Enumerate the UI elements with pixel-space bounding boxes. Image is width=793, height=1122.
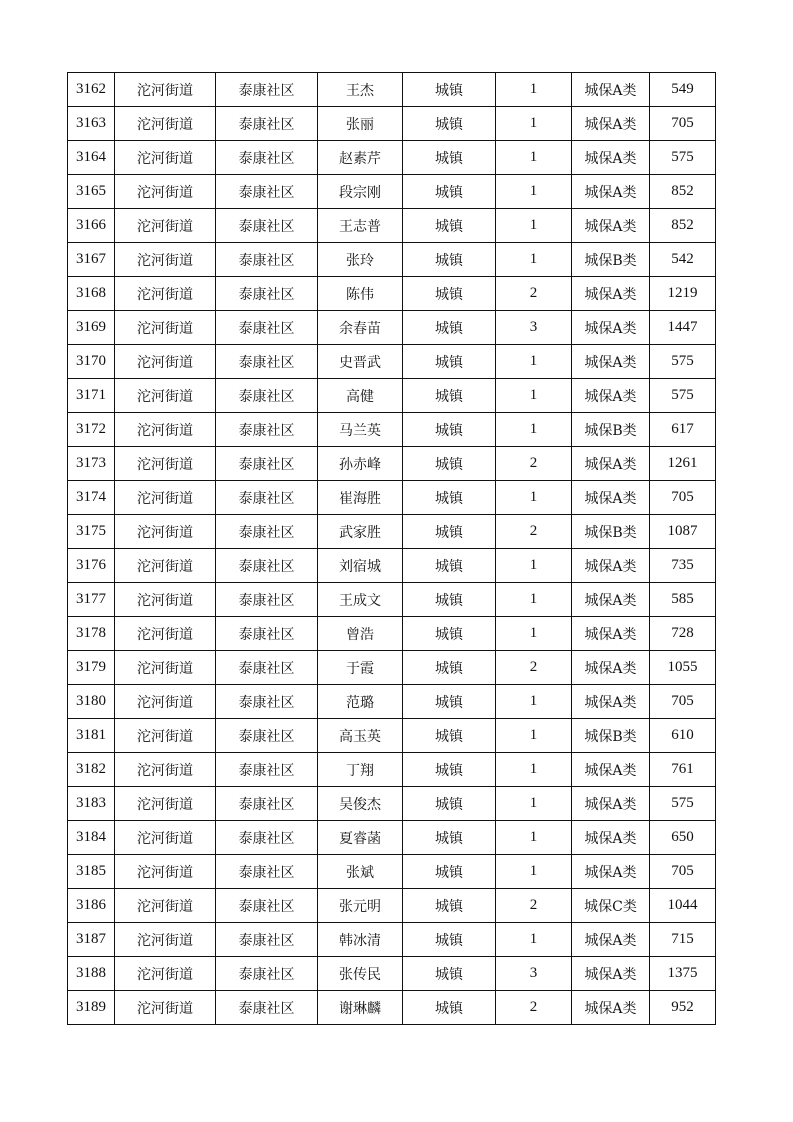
serial-cell: 3163 — [68, 107, 115, 141]
category-cell: 城保A类 — [572, 923, 650, 957]
area-type-cell: 城镇 — [403, 685, 496, 719]
household-size-cell: 2 — [496, 991, 572, 1025]
name-cell: 孙赤峰 — [318, 447, 403, 481]
table-row — [68, 107, 716, 141]
amount-cell: 705 — [650, 855, 716, 889]
community-cell: 泰康社区 — [216, 923, 318, 957]
serial-cell: 3173 — [68, 447, 115, 481]
street-cell: 沱河街道 — [115, 753, 216, 787]
street-cell: 沱河街道 — [115, 175, 216, 209]
name-cell: 韩冰清 — [318, 923, 403, 957]
name-cell: 于霞 — [318, 651, 403, 685]
table-row — [68, 345, 716, 379]
table-row — [68, 583, 716, 617]
serial-cell: 3185 — [68, 855, 115, 889]
amount-cell: 715 — [650, 923, 716, 957]
area-type-cell: 城镇 — [403, 889, 496, 923]
serial-cell: 3167 — [68, 243, 115, 277]
amount-cell: 1087 — [650, 515, 716, 549]
community-cell: 泰康社区 — [216, 957, 318, 991]
street-cell: 沱河街道 — [115, 651, 216, 685]
street-cell: 沱河街道 — [115, 447, 216, 481]
serial-cell: 3168 — [68, 277, 115, 311]
name-cell: 王杰 — [318, 73, 403, 107]
category-cell: 城保A类 — [572, 549, 650, 583]
area-type-cell: 城镇 — [403, 651, 496, 685]
category-cell: 城保A类 — [572, 957, 650, 991]
serial-cell: 3179 — [68, 651, 115, 685]
name-cell: 夏睿菡 — [318, 821, 403, 855]
serial-cell: 3165 — [68, 175, 115, 209]
street-cell: 沱河街道 — [115, 107, 216, 141]
category-cell: 城保A类 — [572, 175, 650, 209]
community-cell: 泰康社区 — [216, 107, 318, 141]
table-row — [68, 243, 716, 277]
area-type-cell: 城镇 — [403, 277, 496, 311]
name-cell: 高玉英 — [318, 719, 403, 753]
household-size-cell: 2 — [496, 277, 572, 311]
name-cell: 陈伟 — [318, 277, 403, 311]
street-cell: 沱河街道 — [115, 923, 216, 957]
name-cell: 张斌 — [318, 855, 403, 889]
amount-cell: 705 — [650, 481, 716, 515]
table-row — [68, 515, 716, 549]
amount-cell: 735 — [650, 549, 716, 583]
household-size-cell: 1 — [496, 379, 572, 413]
household-size-cell: 2 — [496, 447, 572, 481]
name-cell: 曾浩 — [318, 617, 403, 651]
household-size-cell: 1 — [496, 73, 572, 107]
community-cell: 泰康社区 — [216, 753, 318, 787]
street-cell: 沱河街道 — [115, 141, 216, 175]
serial-cell: 3182 — [68, 753, 115, 787]
area-type-cell: 城镇 — [403, 243, 496, 277]
category-cell: 城保A类 — [572, 209, 650, 243]
community-cell: 泰康社区 — [216, 549, 318, 583]
amount-cell: 575 — [650, 787, 716, 821]
serial-cell: 3184 — [68, 821, 115, 855]
table-row — [68, 923, 716, 957]
category-cell: 城保A类 — [572, 651, 650, 685]
street-cell: 沱河街道 — [115, 685, 216, 719]
category-cell: 城保A类 — [572, 73, 650, 107]
amount-cell: 1261 — [650, 447, 716, 481]
amount-cell: 575 — [650, 345, 716, 379]
street-cell: 沱河街道 — [115, 549, 216, 583]
amount-cell: 1055 — [650, 651, 716, 685]
serial-cell: 3170 — [68, 345, 115, 379]
amount-cell: 575 — [650, 379, 716, 413]
street-cell: 沱河街道 — [115, 821, 216, 855]
street-cell: 沱河街道 — [115, 617, 216, 651]
street-cell: 沱河街道 — [115, 889, 216, 923]
name-cell: 丁翔 — [318, 753, 403, 787]
serial-cell: 3174 — [68, 481, 115, 515]
street-cell: 沱河街道 — [115, 379, 216, 413]
area-type-cell: 城镇 — [403, 753, 496, 787]
serial-cell: 3171 — [68, 379, 115, 413]
household-size-cell: 1 — [496, 141, 572, 175]
household-size-cell: 2 — [496, 889, 572, 923]
community-cell: 泰康社区 — [216, 651, 318, 685]
category-cell: 城保B类 — [572, 413, 650, 447]
community-cell: 泰康社区 — [216, 685, 318, 719]
street-cell: 沱河街道 — [115, 515, 216, 549]
community-cell: 泰康社区 — [216, 209, 318, 243]
household-size-cell: 1 — [496, 855, 572, 889]
category-cell: 城保C类 — [572, 889, 650, 923]
serial-cell: 3176 — [68, 549, 115, 583]
table-row — [68, 889, 716, 923]
street-cell: 沱河街道 — [115, 277, 216, 311]
category-cell: 城保A类 — [572, 617, 650, 651]
area-type-cell: 城镇 — [403, 583, 496, 617]
area-type-cell: 城镇 — [403, 821, 496, 855]
household-size-cell: 1 — [496, 787, 572, 821]
household-size-cell: 1 — [496, 753, 572, 787]
category-cell: 城保A类 — [572, 787, 650, 821]
table-row — [68, 719, 716, 753]
household-size-cell: 1 — [496, 413, 572, 447]
area-type-cell: 城镇 — [403, 209, 496, 243]
area-type-cell: 城镇 — [403, 107, 496, 141]
household-size-cell: 1 — [496, 719, 572, 753]
category-cell: 城保A类 — [572, 583, 650, 617]
household-size-cell: 1 — [496, 685, 572, 719]
area-type-cell: 城镇 — [403, 413, 496, 447]
area-type-cell: 城镇 — [403, 787, 496, 821]
community-cell: 泰康社区 — [216, 447, 318, 481]
street-cell: 沱河街道 — [115, 209, 216, 243]
area-type-cell: 城镇 — [403, 175, 496, 209]
category-cell: 城保A类 — [572, 379, 650, 413]
household-size-cell: 1 — [496, 209, 572, 243]
serial-cell: 3181 — [68, 719, 115, 753]
amount-cell: 610 — [650, 719, 716, 753]
area-type-cell: 城镇 — [403, 481, 496, 515]
table-row — [68, 787, 716, 821]
street-cell: 沱河街道 — [115, 311, 216, 345]
area-type-cell: 城镇 — [403, 447, 496, 481]
table-row — [68, 821, 716, 855]
category-cell: 城保A类 — [572, 141, 650, 175]
category-cell: 城保A类 — [572, 753, 650, 787]
area-type-cell: 城镇 — [403, 855, 496, 889]
amount-cell: 705 — [650, 107, 716, 141]
community-cell: 泰康社区 — [216, 243, 318, 277]
name-cell: 范璐 — [318, 685, 403, 719]
area-type-cell: 城镇 — [403, 141, 496, 175]
amount-cell: 617 — [650, 413, 716, 447]
street-cell: 沱河街道 — [115, 583, 216, 617]
area-type-cell: 城镇 — [403, 379, 496, 413]
household-size-cell: 1 — [496, 107, 572, 141]
household-size-cell: 1 — [496, 617, 572, 651]
serial-cell: 3188 — [68, 957, 115, 991]
street-cell: 沱河街道 — [115, 957, 216, 991]
household-size-cell: 1 — [496, 821, 572, 855]
community-cell: 泰康社区 — [216, 481, 318, 515]
community-cell: 泰康社区 — [216, 515, 318, 549]
community-cell: 泰康社区 — [216, 821, 318, 855]
serial-cell: 3178 — [68, 617, 115, 651]
household-size-cell: 1 — [496, 345, 572, 379]
street-cell: 沱河街道 — [115, 345, 216, 379]
household-size-cell: 2 — [496, 515, 572, 549]
category-cell: 城保A类 — [572, 447, 650, 481]
table-row — [68, 379, 716, 413]
table-row — [68, 549, 716, 583]
area-type-cell: 城镇 — [403, 923, 496, 957]
serial-cell: 3186 — [68, 889, 115, 923]
household-size-cell: 1 — [496, 923, 572, 957]
name-cell: 崔海胜 — [318, 481, 403, 515]
category-cell: 城保A类 — [572, 277, 650, 311]
amount-cell: 575 — [650, 141, 716, 175]
category-cell: 城保A类 — [572, 107, 650, 141]
community-cell: 泰康社区 — [216, 583, 318, 617]
street-cell: 沱河街道 — [115, 243, 216, 277]
area-type-cell: 城镇 — [403, 345, 496, 379]
table-row — [68, 209, 716, 243]
category-cell: 城保A类 — [572, 685, 650, 719]
name-cell: 余春苗 — [318, 311, 403, 345]
street-cell: 沱河街道 — [115, 719, 216, 753]
area-type-cell: 城镇 — [403, 73, 496, 107]
household-size-cell: 1 — [496, 481, 572, 515]
serial-cell: 3177 — [68, 583, 115, 617]
name-cell: 吴俊杰 — [318, 787, 403, 821]
street-cell: 沱河街道 — [115, 991, 216, 1025]
serial-cell: 3166 — [68, 209, 115, 243]
name-cell: 王志普 — [318, 209, 403, 243]
serial-cell: 3164 — [68, 141, 115, 175]
category-cell: 城保A类 — [572, 311, 650, 345]
community-cell: 泰康社区 — [216, 617, 318, 651]
name-cell: 张玲 — [318, 243, 403, 277]
serial-cell: 3189 — [68, 991, 115, 1025]
category-cell: 城保A类 — [572, 481, 650, 515]
amount-cell: 705 — [650, 685, 716, 719]
table-row — [68, 141, 716, 175]
community-cell: 泰康社区 — [216, 311, 318, 345]
street-cell: 沱河街道 — [115, 413, 216, 447]
category-cell: 城保A类 — [572, 821, 650, 855]
community-cell: 泰康社区 — [216, 277, 318, 311]
table-row — [68, 753, 716, 787]
name-cell: 王成文 — [318, 583, 403, 617]
name-cell: 刘宿城 — [318, 549, 403, 583]
amount-cell: 1219 — [650, 277, 716, 311]
street-cell: 沱河街道 — [115, 855, 216, 889]
amount-cell: 650 — [650, 821, 716, 855]
household-size-cell: 2 — [496, 651, 572, 685]
table-row — [68, 175, 716, 209]
name-cell: 张丽 — [318, 107, 403, 141]
name-cell: 赵素芹 — [318, 141, 403, 175]
street-cell: 沱河街道 — [115, 787, 216, 821]
household-size-cell: 1 — [496, 583, 572, 617]
table-row — [68, 413, 716, 447]
household-size-cell: 3 — [496, 311, 572, 345]
community-cell: 泰康社区 — [216, 855, 318, 889]
community-cell: 泰康社区 — [216, 379, 318, 413]
category-cell: 城保B类 — [572, 719, 650, 753]
area-type-cell: 城镇 — [403, 549, 496, 583]
community-cell: 泰康社区 — [216, 175, 318, 209]
area-type-cell: 城镇 — [403, 311, 496, 345]
amount-cell: 728 — [650, 617, 716, 651]
amount-cell: 761 — [650, 753, 716, 787]
category-cell: 城保A类 — [572, 345, 650, 379]
amount-cell: 585 — [650, 583, 716, 617]
amount-cell: 1447 — [650, 311, 716, 345]
category-cell: 城保A类 — [572, 991, 650, 1025]
community-cell: 泰康社区 — [216, 991, 318, 1025]
serial-cell: 3169 — [68, 311, 115, 345]
name-cell: 史晋武 — [318, 345, 403, 379]
table-row — [68, 277, 716, 311]
name-cell: 谢琳麟 — [318, 991, 403, 1025]
name-cell: 马兰英 — [318, 413, 403, 447]
amount-cell: 549 — [650, 73, 716, 107]
table-row — [68, 957, 716, 991]
household-size-cell: 1 — [496, 175, 572, 209]
community-cell: 泰康社区 — [216, 719, 318, 753]
amount-cell: 852 — [650, 209, 716, 243]
table-row — [68, 855, 716, 889]
area-type-cell: 城镇 — [403, 617, 496, 651]
serial-cell: 3187 — [68, 923, 115, 957]
area-type-cell: 城镇 — [403, 991, 496, 1025]
household-size-cell: 1 — [496, 549, 572, 583]
area-type-cell: 城镇 — [403, 719, 496, 753]
table-row — [68, 447, 716, 481]
serial-cell: 3183 — [68, 787, 115, 821]
category-cell: 城保B类 — [572, 243, 650, 277]
table-row — [68, 991, 716, 1025]
category-cell: 城保B类 — [572, 515, 650, 549]
table-row — [68, 73, 716, 107]
name-cell: 张元明 — [318, 889, 403, 923]
household-size-cell: 1 — [496, 243, 572, 277]
name-cell: 张传民 — [318, 957, 403, 991]
table-row — [68, 481, 716, 515]
area-type-cell: 城镇 — [403, 515, 496, 549]
community-cell: 泰康社区 — [216, 141, 318, 175]
table-body — [68, 73, 716, 1025]
amount-cell: 1375 — [650, 957, 716, 991]
name-cell: 高健 — [318, 379, 403, 413]
table-row — [68, 311, 716, 345]
name-cell: 段宗刚 — [318, 175, 403, 209]
area-type-cell: 城镇 — [403, 957, 496, 991]
table-row — [68, 651, 716, 685]
beneficiary-table — [67, 72, 716, 1025]
community-cell: 泰康社区 — [216, 787, 318, 821]
table-row — [68, 685, 716, 719]
name-cell: 武家胜 — [318, 515, 403, 549]
household-size-cell: 3 — [496, 957, 572, 991]
community-cell: 泰康社区 — [216, 889, 318, 923]
community-cell: 泰康社区 — [216, 73, 318, 107]
serial-cell: 3175 — [68, 515, 115, 549]
amount-cell: 1044 — [650, 889, 716, 923]
serial-cell: 3172 — [68, 413, 115, 447]
amount-cell: 542 — [650, 243, 716, 277]
street-cell: 沱河街道 — [115, 481, 216, 515]
amount-cell: 952 — [650, 991, 716, 1025]
community-cell: 泰康社区 — [216, 345, 318, 379]
serial-cell: 3180 — [68, 685, 115, 719]
table-row — [68, 617, 716, 651]
street-cell: 沱河街道 — [115, 73, 216, 107]
serial-cell: 3162 — [68, 73, 115, 107]
community-cell: 泰康社区 — [216, 413, 318, 447]
category-cell: 城保A类 — [572, 855, 650, 889]
amount-cell: 852 — [650, 175, 716, 209]
